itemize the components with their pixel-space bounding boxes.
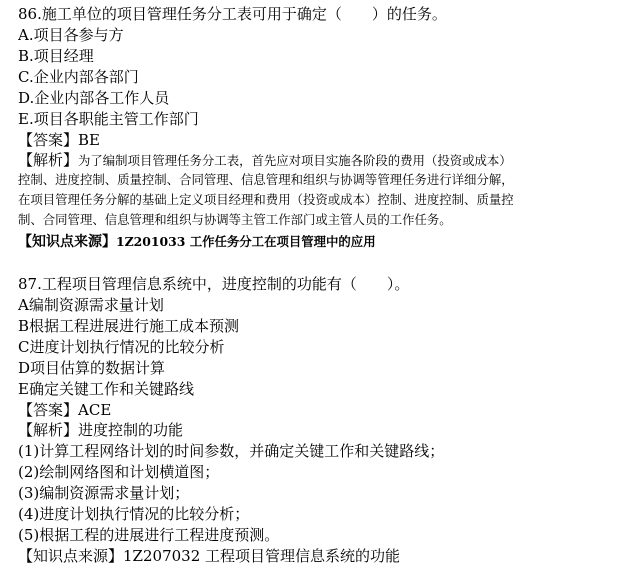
- q86-source: [18, 233, 376, 252]
- q86-analysis-line-2: 控制、进度控制、质量控制、合同管理、信息管理和组织与协调等管理任务进行详细分解，: [18, 172, 514, 187]
- q86-option-b: B.项目经理: [18, 47, 94, 65]
- q87-analysis-item-3: [18, 483, 189, 504]
- q87-item-3-number: (3): [18, 484, 40, 502]
- q87-analysis-item-2: [18, 462, 219, 483]
- q86-option-a: A.项目各参与方: [18, 26, 124, 44]
- q87-analysis: [18, 420, 183, 441]
- document-page: [18, 0, 618, 567]
- q87-answer-label: 【答案】: [18, 401, 79, 419]
- q87-option-a: A编制资源需求量计划: [18, 296, 164, 314]
- q87-source-text: 工程项目管理信息系统的功能: [205, 547, 401, 565]
- q86-analysis-text-1: 为了编制项目管理任务分工表，首先应对项目实施各阶段的费用（投资或成本）: [78, 153, 512, 168]
- q86-answer-value: BE: [78, 131, 100, 149]
- q87-item-5-text: 根据工程的进展进行工程进度预测。: [39, 526, 280, 544]
- q87-source-label: 【知识点来源】: [18, 547, 124, 565]
- q87-analysis-label: 【解析】: [18, 421, 79, 439]
- q86-option-c: C.企业内部各部门: [18, 68, 139, 86]
- q87-source-code: 1Z207032: [123, 547, 201, 565]
- q87-answer-value: ACE: [78, 401, 112, 419]
- q87-analysis-text: 进度控制的功能: [78, 421, 184, 439]
- q87-item-1-text: 计算工程网络计划的时间参数，并确定关键工作和关键路线；: [39, 442, 445, 460]
- q87-analysis-item-4: [18, 504, 249, 525]
- q87-analysis-item-5: [18, 525, 279, 546]
- q87-question: 87.工程项目管理信息系统中，进度控制的功能有（ ）。: [18, 275, 410, 293]
- q86-answer-label: 【答案】: [18, 131, 79, 149]
- q86-answer: [18, 130, 100, 151]
- q86-option-e: E.项目各职能主管工作部门: [18, 110, 199, 128]
- q87-answer: [18, 400, 111, 421]
- q86-source-code: 1Z201033: [116, 234, 186, 249]
- q87-option-c: C进度计划执行情况的比较分析: [18, 338, 225, 356]
- q87-item-2-number: (2): [18, 463, 40, 481]
- q87-item-5-number: (5): [18, 526, 40, 544]
- q86-source-label: 【知识点来源】: [18, 234, 116, 250]
- q86-source-text: 工作任务分工在项目管理中的应用: [189, 234, 376, 249]
- q87-source: [18, 546, 400, 567]
- q86-analysis-line-3: 在项目管理任务分解的基础上定义项目经理和费用（投资或成本）控制、进度控制、质量控: [18, 192, 514, 207]
- q87-item-2-text: 绘制网络图和计划横道图；: [39, 463, 220, 481]
- q87-item-3-text: 编制资源需求量计划；: [39, 484, 190, 502]
- q87-analysis-item-1: [18, 441, 444, 462]
- q87-item-4-text: 进度计划执行情况的比较分析；: [39, 505, 250, 523]
- q86-analysis-label: 【解析】: [18, 151, 79, 169]
- q87-item-4-number: (4): [18, 505, 40, 523]
- q86-analysis-line-1: [18, 151, 512, 170]
- q86-analysis-line-4: 制、合同管理、信息管理和组织与协调等主管工作部门或主管人员的工作任务。: [18, 212, 452, 227]
- q87-item-1-number: (1): [18, 442, 40, 460]
- q87-option-b: B根据工程进展进行施工成本预测: [18, 317, 240, 335]
- q86-option-d: D.企业内部各工作人员: [18, 89, 170, 107]
- q87-option-e: E确定关键工作和关键路线: [18, 380, 194, 398]
- q87-option-d: D项目估算的数据计算: [18, 359, 166, 377]
- q86-question: 86.施工单位的项目管理任务分工表可用于确定（ ）的任务。: [18, 5, 447, 23]
